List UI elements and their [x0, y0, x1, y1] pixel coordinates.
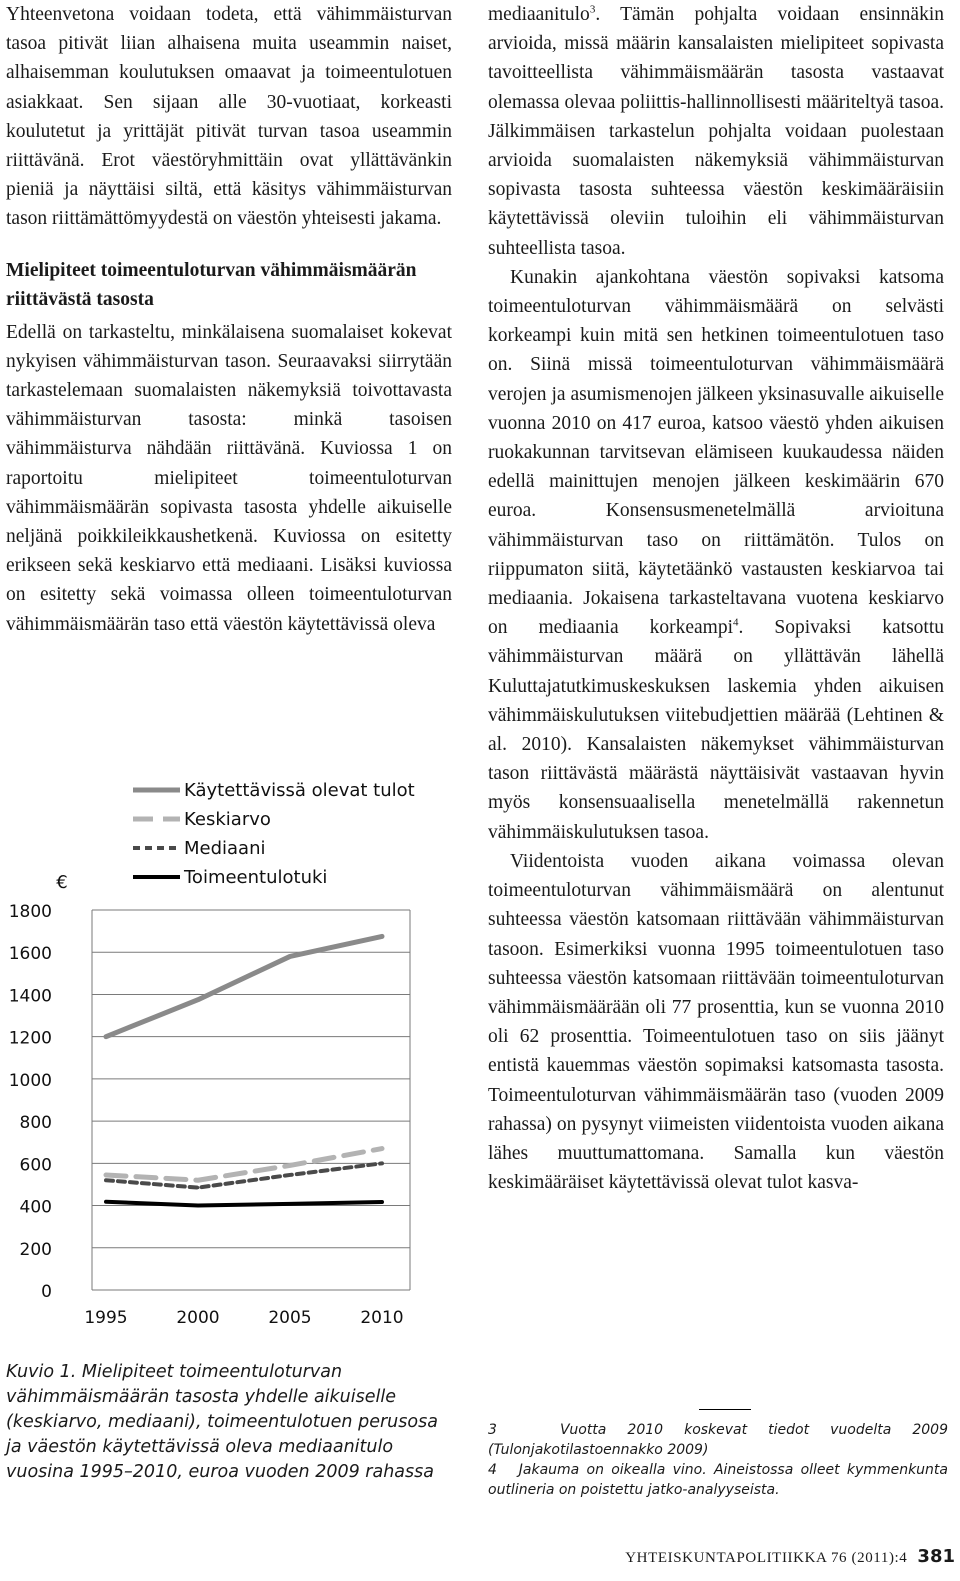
journal-name: YHTEISKUNTAPOLITIIKKA 76 (2011):4 [625, 1550, 908, 1566]
footnote-text: Vuotta 2010 koskevat tiedot vuodelta 2009 (Tulonjakotilastoennakko 2009) [488, 1422, 948, 1458]
line-chart [0, 745, 450, 1345]
data-point [381, 1162, 384, 1165]
y-tick-label: 1400 [8, 986, 52, 1007]
left-column [6, 0, 452, 639]
x-tick-label: 2000 [176, 1308, 220, 1328]
data-point [197, 998, 200, 1001]
paragraph [488, 0, 944, 263]
data-point [197, 1186, 200, 1189]
data-point [381, 1147, 384, 1150]
y-tick-label: 800 [19, 1113, 52, 1134]
page-number: 381 [917, 1546, 955, 1567]
x-tick-label: 1995 [84, 1308, 128, 1328]
data-point [105, 1035, 108, 1038]
y-tick-label: 600 [19, 1155, 52, 1176]
running-footer [560, 1546, 955, 1567]
y-tick-label: 1800 [8, 902, 52, 922]
section-heading: Mielipiteet toimeentuloturvan vähimmäismäärän riittävästä tasosta [6, 259, 417, 310]
paragraph-text: mediaanitulo [488, 4, 590, 25]
paragraph [488, 263, 944, 847]
x-tick-label: 2005 [268, 1308, 312, 1328]
data-point [381, 935, 384, 938]
paragraph-text: . Tämän pohjalta voidaan ensinnäkin arvioida, missä määrin kansalaisten mielipiteet sopivasta tavoitteellista vähimmäismäärän tasosta vastaavat olemassa olevaa poliittis-hallinnollisesti määriteltyä tasoa. Jälkimmäisen tarkastelun pohjalta voidaan puolestaan arvioida suomalaisten näkemyksiä vähimmäisturvan sopivasta tasosta suhteessa väestön keskimääräisiin käytettävissä oleviin tuloihin eli vähimmäisturvan suhteellista tasoa. [488, 4, 944, 259]
paragraph: Viidentoista vuoden aikana voimassa olevan toimeentuloturvan vähimmäismäärä on alentunut suhteessa väestön katsomaan riittävään vähimmäisturvan tasoon. Esimerkiksi vuonna 1995 toimeentulotuen taso suhteessa väestön katsomaan riittävään toimeentuloturvan vähimmäismäärään oli 77 prosenttia, kun se vuonna 2010 oli 62 prosenttia. Toimeentulotuen taso on siis jäänyt entistä kauemmas väestön sopimaksi katsomasta tasosta. Toimeentuloturvan vähimmäismäärän taso (vuoden 2009 rahassa) on pysynyt viimeisten viidentoista vuoden aikana lähes muuttumattomana. Samalla kun väestön keskimääräiset käytettävissä olevat tulot kasva- [488, 850, 944, 1194]
footnote-number: 4 [488, 1462, 497, 1478]
y-tick-label: 1200 [8, 1028, 52, 1049]
legend-label: Toimeentulotuki [184, 867, 328, 888]
paragraph-text: Kunakin ajankohtana väestön sopivaksi katsoma toimeentuloturvan vähimmäismäärä on selvästi korkeampi kuin mitä sen hetkinen toimeentulotuen taso on. Siinä missä toimeentuloturvan vähimmäismäärä verojen ja asumismenojen jälkeen yksinasuvalle aikuiselle vuonna 2010 on 417 euroa, katsoo väestö yhden aikuisen ruokakunnan tarvitsevan elämiseen kuukaudessa näiden edellä mainittujen menojen jälkeen keskimäärin 670 euroa. Konsensusmenetelmällä arvioituna vähimmäisturvan taso on riittämätön. Tulos on riippumaton siitä, käytetäänkö vastausten keskiarvoa tai mediaania. Jokaisena tarkasteltavana vuotena keskiarvo on mediaania korkeampi [488, 266, 944, 639]
data-point [105, 1179, 108, 1182]
series-line [106, 1149, 382, 1181]
data-point [105, 1173, 108, 1176]
y-tick-label: 200 [19, 1239, 52, 1260]
figure-caption: Kuvio 1. Mielipiteet toimeentuloturvan vähimmäismäärän tasosta yhdelle aikuiselle (keskiarvo, mediaani), toimeentulotuen perusosa ja väestön käytettävissä oleva mediaanitulo vuosina 1995–2010, euroa vuoden 2009 rahassa [6, 1362, 438, 1482]
footnote-number: 3 [488, 1422, 497, 1438]
data-point [289, 1173, 292, 1176]
data-point [197, 1204, 200, 1207]
y-axis-unit-label: € [56, 872, 68, 893]
y-tick-label: 0 [41, 1282, 52, 1302]
data-point [197, 1179, 200, 1182]
paragraph-text: . Sopivaksi katsottu vähimmäisturvan määrä on yllättävän lähellä Kuluttajatutkimuskeskuksen laskemia yhden aikuisen vähimmäiskulutuksen viitebudjettien määrää (Lehtinen & al. 2010). Kansalaisten näkemykset vähimmäisturvan tason riittävästä määrästä näyttäisivät vastaavan hyvin myös konsensuaalisella menetelmällä rakennetun vähimmäiskulutuksen tasoa. [488, 617, 944, 843]
data-point [289, 1164, 292, 1167]
legend-label: Mediaani [184, 838, 266, 859]
paragraph: Yhteenvetona voidaan todeta, että vähimmäisturvan tasoa pitivät liian alhaisena muita useammin naiset, alhaisemman koulutuksen omaavat ja toimeentulotuen asiakkaat. Sen sijaan alle 30-vuotiaat, korkeasti koulutetut ja yrittäjät pitivät turvan tasoa useammin riittävänä. Erot väestöryhmittäin ovat yllättävänkin pieniä ja näyttäisi siltä, että käsitys vähimmäisturvan tason riittämättömyydestä on väestön yhteisesti jakama. [6, 4, 452, 230]
right-column [488, 0, 944, 1197]
footnote-ref[interactable]: 4 [732, 616, 739, 629]
y-tick-label: 400 [19, 1197, 52, 1218]
footnote-ref[interactable]: 3 [589, 3, 596, 16]
legend-label: Keskiarvo [184, 809, 271, 830]
data-point [289, 955, 292, 958]
data-point [105, 1200, 108, 1203]
footnotes [488, 1420, 948, 1500]
series-line [106, 1202, 382, 1206]
legend-label: Käytettävissä olevat tulot [184, 780, 415, 801]
y-tick-label: 1600 [8, 944, 52, 965]
x-tick-label: 2010 [360, 1308, 404, 1328]
footnote-divider [699, 1409, 751, 1410]
footnote [488, 1460, 948, 1500]
data-point [289, 1202, 292, 1205]
series-line [106, 936, 382, 1036]
y-tick-label: 1000 [8, 1070, 52, 1091]
chart-svg [0, 745, 450, 1345]
footnote [488, 1420, 948, 1460]
paragraph: Edellä on tarkasteltu, minkälaisena suomalaiset kokevat nykyisen vähimmäisturvan tason. Seuraavaksi siirrytään tarkastelemaan suomalaisten näkemyksiä toivottavasta vähimmäisturvan tasosta: minkä tasoisen vähimmäisturva nähdään riittävänä. Kuviossa 1 on raportoitu mielipiteet toimeentuloturvan vähimmäismäärän sopivasta tasosta yhdelle aikuiselle neljänä poikkileikkaushetkenä. Kuviossa on esitetty erikseen sekä keskiarvo että mediaani. Lisäksi kuviossa on esitetty sekä voimassa olleen toimeentuloturvan vähimmäismäärän taso että väestön käytettävissä oleva [6, 321, 452, 635]
data-point [381, 1200, 384, 1203]
footnote-text: Jakauma on oikealla vino. Aineistossa olleet kymmenkunta outlineria on poistettu jatko-analyyseista. [488, 1462, 948, 1498]
